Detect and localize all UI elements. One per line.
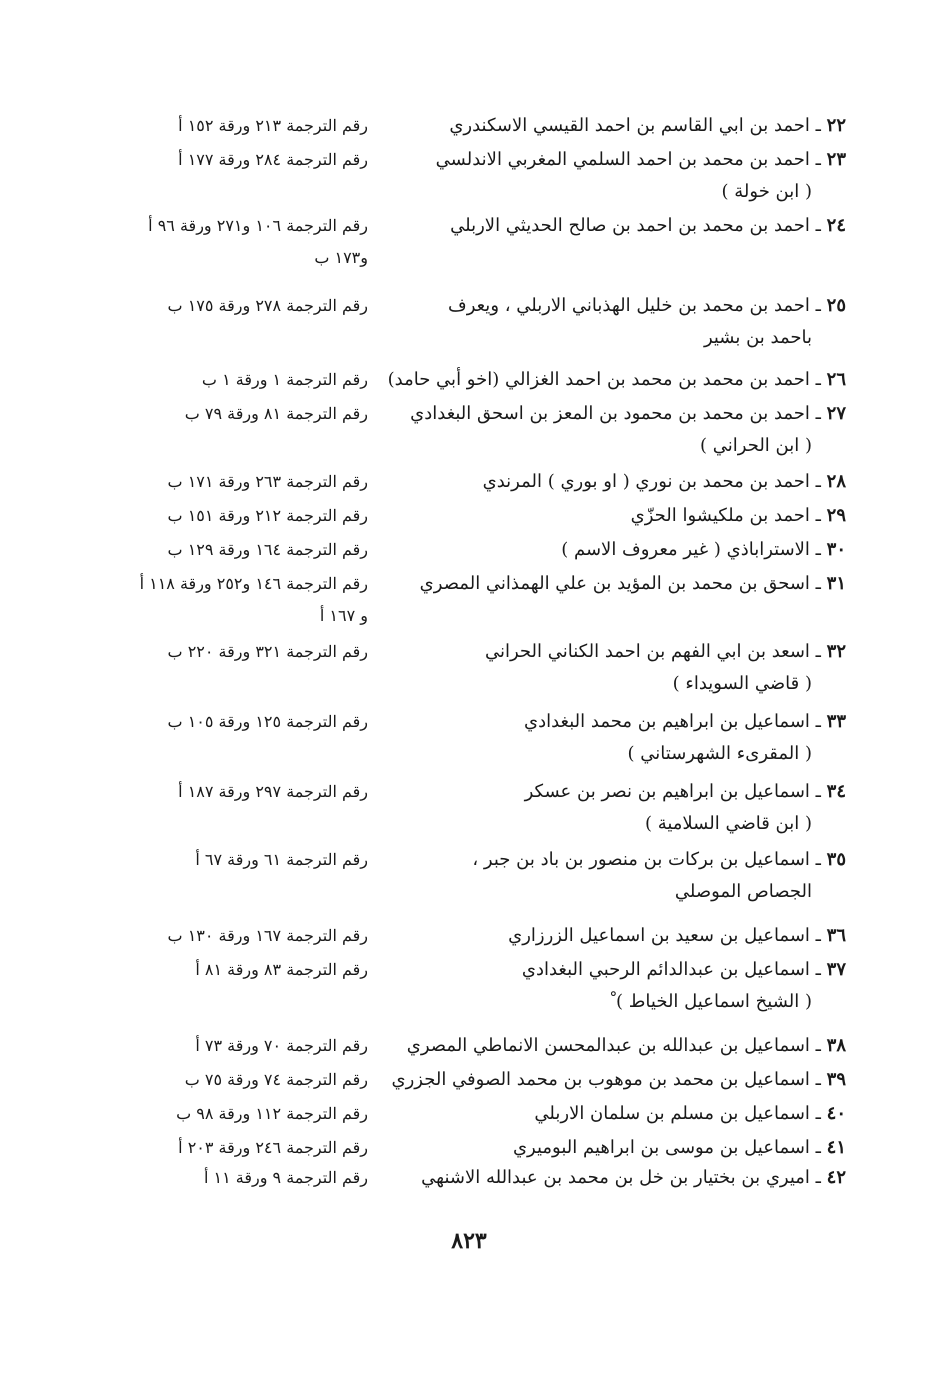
entry-title: اسماعيل بن عبدالدائم الرحبي البغدادي xyxy=(521,959,810,980)
entry-number: ٣٦ xyxy=(826,925,846,946)
entry-title: اسماعيل بن عبدالله بن عبدالمحسن الانماطي المصري xyxy=(406,1035,810,1056)
entry-number: ٢٢ xyxy=(826,115,846,136)
entry-name: ٣٣ ـ اسماعيل بن ابراهيم بن محمد البغدادي ( المقرىء الشهرستاني ) xyxy=(386,706,846,770)
entry-reference: رقم الترجمة ٢٩٧ ورقة ١٨٧ أ xyxy=(178,782,368,801)
entry-name: ٣٠ ـ الاستراباذي ( غير معروف الاسم ) xyxy=(561,539,846,560)
entry-reference: رقم الترجمة ٧٤ ورقة ٧٥ ب xyxy=(184,1070,368,1089)
entry-name: ٣٦ ـ اسماعيل بن سعيد بن اسماعيل الزرزاري xyxy=(508,925,846,946)
entry-number: ٣١ xyxy=(826,573,846,594)
entry-title: اسماعيل بن موسى بن ابراهيم البوميري xyxy=(512,1137,810,1158)
entry-reference: رقم الترجمة ١ ورقة ١ ب xyxy=(201,370,368,389)
entry-number: ٣٥ xyxy=(826,849,846,870)
entry-reference: رقم الترجمة ٧٠ ورقة ٧٣ أ xyxy=(195,1036,368,1055)
entry-number: ٢٥ xyxy=(826,295,846,316)
entry-subtitle: ( المقرىء الشهرستاني ) xyxy=(627,743,812,764)
entry-title: اسماعيل بن ابراهيم بن محمد البغدادي xyxy=(524,711,810,732)
entry-title: احمد بن محمد بن احمد بن صالح الحديثي الاربلي xyxy=(450,215,810,236)
entry-title: احمد بن ابي القاسم بن احمد القيسي الاسكندري xyxy=(449,115,810,136)
entry-reference-continued: و ١٦٧ أ xyxy=(319,606,368,625)
entry-subtitle: ( ابن قاضي السلامية ) xyxy=(644,813,812,834)
entry-number: ٢٧ xyxy=(826,403,846,424)
entry-name: ٢٤ ـ احمد بن محمد بن احمد بن صالح الحديثي الاربلي xyxy=(450,215,846,236)
entry-name: ٤٠ ـ اسماعيل بن مسلم بن سلمان الاربلي xyxy=(534,1103,846,1124)
entry-name: ٢٢ ـ احمد بن ابي القاسم بن احمد القيسي الاسكندري xyxy=(449,115,846,136)
entry-subtitle: ( قاضي السويداء ) xyxy=(672,673,812,694)
entry-reference: رقم الترجمة ٢٦٣ ورقة ١٧١ ب xyxy=(167,472,368,491)
entry-reference: رقم الترجمة ١٦٤ ورقة ١٢٩ ب xyxy=(167,540,368,559)
entry-reference: رقم الترجمة ٢١٢ ورقة ١٥١ ب xyxy=(167,506,368,525)
entry-name: ٢٨ ـ احمد بن محمد بن نوري ( او بوري ) المرندي xyxy=(482,471,846,492)
entry-name: ٣٤ ـ اسماعيل بن ابراهيم بن نصر بن عسكر ( ابن قاضي السلامية ) xyxy=(386,776,846,840)
entry-name: ٣١ ـ اسحق بن محمد بن المؤيد بن علي الهمذاني المصري xyxy=(419,573,846,594)
entry-name: ٢٣ ـ احمد بن محمد بن احمد السلمي المغربي الاندلسي ( ابن خولة ) xyxy=(386,144,846,208)
entry-name: ٢٥ ـ احمد بن محمد بن خليل الهذباني الاربلي ، ويعرف باحمد بن بشير xyxy=(386,290,846,354)
entry-subtitle: الجصاص الموصلي xyxy=(674,881,812,902)
entry-number: ٤١ xyxy=(826,1137,846,1158)
entry-number: ٣٧ xyxy=(826,959,846,980)
entry-number: ٢٦ xyxy=(826,369,846,390)
entry-title: احمد بن محمد بن محمود بن المعز بن اسحق البغدادي xyxy=(410,403,810,424)
entry-reference: رقم الترجمة ٦١ ورقة ٦٧ أ xyxy=(195,850,368,869)
entry-name: ٣٨ ـ اسماعيل بن عبدالله بن عبدالمحسن الانماطي المصري xyxy=(406,1035,846,1056)
entry-reference: رقم الترجمة ٢٧٨ ورقة ١٧٥ ب xyxy=(167,296,368,315)
entry-reference: رقم الترجمة ٢٤٦ ورقة ٢٠٣ أ xyxy=(178,1138,368,1157)
entry-number: ٢٨ xyxy=(826,471,846,492)
entry-title: احمد بن ملكيشوا الحزّي xyxy=(630,505,810,526)
entry-name: ٣٩ ـ اسماعيل بن محمد بن موهوب بن محمد الصوفي الجزري xyxy=(391,1069,846,1090)
entry-title: اسماعيل بن ابراهيم بن نصر بن عسكر xyxy=(524,781,810,802)
entry-name: ٤١ ـ اسماعيل بن موسى بن ابراهيم البوميري xyxy=(512,1137,846,1158)
entry-subtitle: ( ابن خولة ) xyxy=(721,181,812,202)
entry-number: ٣٣ xyxy=(826,711,846,732)
entry-reference: رقم الترجمة ٢١٣ ورقة ١٥٢ أ xyxy=(178,116,368,135)
entry-reference: رقم الترجمة ١٤٦ و٢٥٢ ورقة ١١٨ أ و ١٦٧ أ xyxy=(78,568,368,632)
entry-subtitle: باحمد بن بشير xyxy=(703,327,812,348)
entry-title: احمد بن محمد بن محمد بن احمد الغزالي (اخو أبي حامد) xyxy=(387,369,810,390)
entry-number: ٣٨ xyxy=(826,1035,846,1056)
entry-number: ٣٩ xyxy=(826,1069,846,1090)
entry-number: ٢٩ xyxy=(826,505,846,526)
entry-title: اميري بن بختيار بن خل بن محمد بن عبدالله الاشنهي xyxy=(421,1167,810,1188)
entry-name: ٣٥ ـ اسماعيل بن بركات بن منصور بن باد بن جبر ، الجصاص الموصلي xyxy=(386,844,846,908)
entry-title: احمد بن محمد بن احمد السلمي المغربي الاندلسي xyxy=(435,149,810,170)
entry-number: ٣٢ xyxy=(826,641,846,662)
entry-reference: رقم الترجمة ٢٨٤ ورقة ١٧٧ أ xyxy=(178,150,368,169)
entry-reference-continued: و١٧٣ ب xyxy=(314,248,368,267)
entry-reference: رقم الترجمة ١٢٥ ورقة ١٠٥ ب xyxy=(167,712,368,731)
entry-reference: رقم الترجمة ٩ ورقة ١١ أ xyxy=(203,1168,368,1187)
entry-title: اسماعيل بن بركات بن منصور بن باد بن جبر ، xyxy=(472,849,810,870)
entry-name: ٣٧ ـ اسماعيل بن عبدالدائم الرحبي البغدادي ( الشيخ اسماعيل الخياط ) ْ xyxy=(386,954,846,1018)
entry-title: احمد بن محمد بن خليل الهذباني الاربلي ، ويعرف xyxy=(448,295,810,316)
entry-title: اسماعيل بن محمد بن موهوب بن محمد الصوفي الجزري xyxy=(391,1069,810,1090)
entry-title: اسماعيل بن مسلم بن سلمان الاربلي xyxy=(534,1103,810,1124)
entry-title: احمد بن محمد بن نوري ( او بوري ) المرندي xyxy=(482,471,810,492)
entry-number: ٤٢ xyxy=(826,1167,846,1188)
entry-reference: رقم الترجمة ٨٣ ورقة ٨١ أ xyxy=(195,960,368,979)
entry-subtitle: ( ابن الحراني ) xyxy=(700,435,812,456)
entry-reference: رقم الترجمة ٨١ ورقة ٧٩ ب xyxy=(184,404,368,423)
entry-title: اسعد بن ابي الفهم بن احمد الكناني الحراني xyxy=(484,641,810,662)
entry-title: اسماعيل بن سعيد بن اسماعيل الزرزاري xyxy=(508,925,810,946)
entry-reference: رقم الترجمة ٣٢١ ورقة ٢٢٠ ب xyxy=(167,642,368,661)
entry-reference: رقم الترجمة ١٦٧ ورقة ١٣٠ ب xyxy=(167,926,368,945)
entry-title: اسحق بن محمد بن المؤيد بن علي الهمذاني المصري xyxy=(419,573,810,594)
entry-number: ٣٠ xyxy=(826,539,846,560)
entry-name: ٣٢ ـ اسعد بن ابي الفهم بن احمد الكناني الحراني ( قاضي السويداء ) xyxy=(386,636,846,700)
entry-name: ٢٧ ـ احمد بن محمد بن محمود بن المعز بن اسحق البغدادي ( ابن الحراني ) xyxy=(386,398,846,462)
entry-reference: رقم الترجمة ١٠٦ و٢٧١ ورقة ٩٦ أ و١٧٣ ب xyxy=(78,210,368,274)
entry-title: الاستراباذي ( غير معروف الاسم ) xyxy=(561,539,810,560)
entry-number: ٤٠ xyxy=(826,1103,846,1124)
entry-number: ٢٤ xyxy=(826,215,846,236)
entry-name: ٢٦ ـ احمد بن محمد بن محمد بن احمد الغزالي (اخو أبي حامد) xyxy=(387,369,846,390)
entry-number: ٣٤ xyxy=(826,781,846,802)
entry-name: ٢٩ ـ احمد بن ملكيشوا الحزّي xyxy=(630,505,846,526)
page-number: ٨٢٣ xyxy=(451,1228,487,1254)
entry-number: ٢٣ xyxy=(826,149,846,170)
entry-reference: رقم الترجمة ١١٢ ورقة ٩٨ ب xyxy=(176,1104,368,1123)
entry-subtitle: ( الشيخ اسماعيل الخياط ) ْ xyxy=(610,991,812,1012)
entry-name: ٤٢ ـ اميري بن بختيار بن خل بن محمد بن عبدالله الاشنهي xyxy=(421,1167,846,1188)
